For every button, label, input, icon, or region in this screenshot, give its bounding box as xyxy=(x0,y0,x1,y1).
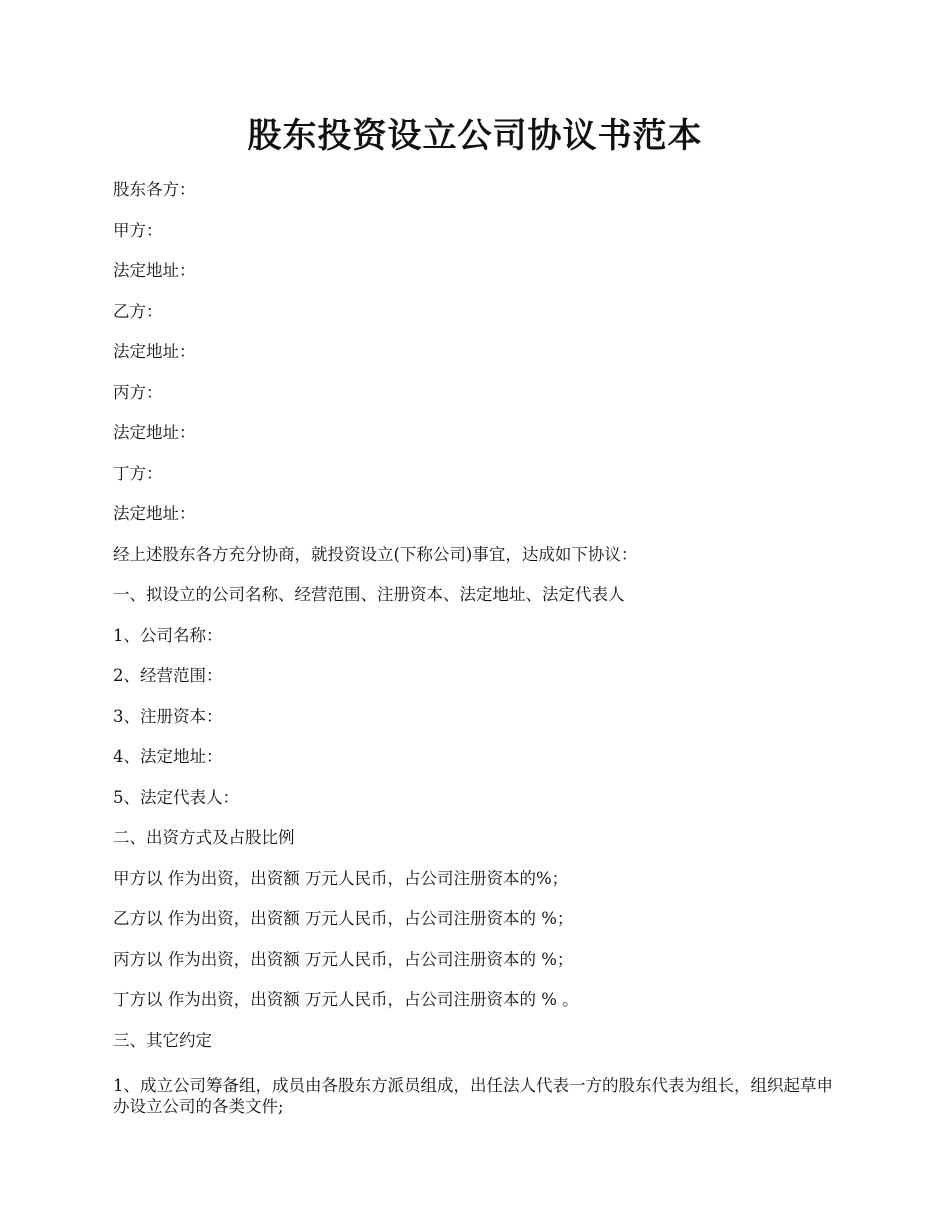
paragraph-party-d: 丁方： xyxy=(113,463,163,483)
paragraph-contribution-d: 丁方以 作为出资，出资额 万元人民币，占公司注册资本的 % 。 xyxy=(113,990,579,1009)
document-title: 股东投资设立公司协议书范本 xyxy=(247,116,703,156)
paragraph-company-name: 1、公司名称： xyxy=(113,625,223,645)
document-body xyxy=(113,178,838,1117)
paragraph-party-d-address: 法定地址： xyxy=(113,504,196,523)
paragraph-contribution-c: 丙方以 作为出资，出资额 万元人民币，占公司注册资本的 %； xyxy=(113,949,574,969)
paragraph-registered-capital: 3、注册资本： xyxy=(113,706,223,726)
section-heading-3: 三、其它约定 xyxy=(113,1030,212,1050)
paragraph-party-b-address: 法定地址： xyxy=(113,342,196,361)
paragraph-party-a: 甲方： xyxy=(113,220,163,240)
section-heading-1: 一、拟设立的公司名称、经营范围、注册资本、法定地址、法定代表人 xyxy=(113,585,625,604)
paragraph-contribution-a: 甲方以 作为出资，出资额 万元人民币，占公司注册资本的%； xyxy=(113,868,569,888)
paragraph-party-b: 乙方： xyxy=(113,301,163,321)
paragraph-party-c: 丙方： xyxy=(113,382,163,402)
section-heading-2: 二、出资方式及占股比例 xyxy=(113,828,295,847)
paragraph-contribution-b: 乙方以 作为出资，出资额 万元人民币，占公司注册资本的 %； xyxy=(113,909,574,928)
paragraph-preamble: 经上述股东各方充分协商，就投资设立(下称公司)事宜，达成如下协议： xyxy=(113,544,638,564)
paragraph-party-a-address: 法定地址： xyxy=(113,261,196,280)
paragraph-business-scope: 2、经营范围： xyxy=(113,666,223,685)
paragraph-legal-address: 4、法定地址： xyxy=(113,747,223,766)
paragraph-party-c-address: 法定地址： xyxy=(113,423,196,442)
paragraph-legal-representative: 5、法定代表人： xyxy=(113,787,239,807)
paragraph-preparation-group: 1、成立公司筹备组，成员由各股东方派员组成，出任法人代表一方的股东代表为组长，组织起草申办设立公司的各类文件; xyxy=(113,1076,833,1116)
paragraph-shareholders: 股东各方： xyxy=(113,180,196,199)
